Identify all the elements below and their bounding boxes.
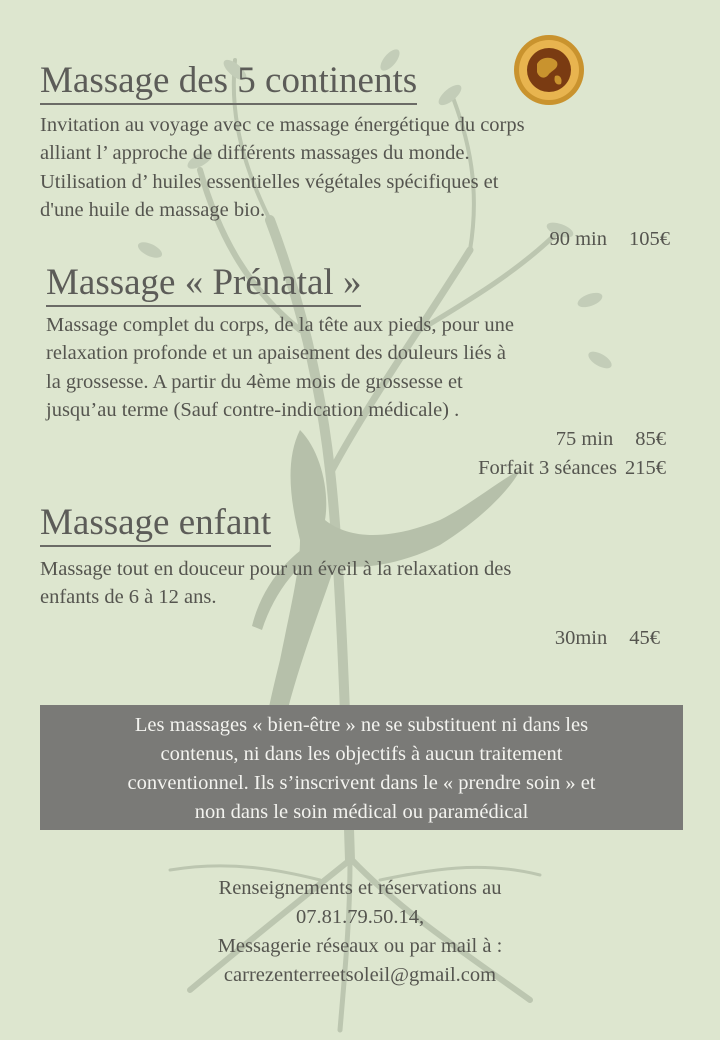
price-row [46,454,666,483]
disclaimer-notice [40,705,683,830]
duration: 30min [554,626,608,649]
duration: Forfait 3 séances [478,456,617,479]
section-title: Massage des 5 continents [40,62,417,105]
notice-line: Les massages « bien-être » ne se substituent ni dans les [134,714,589,736]
duration: 90 min [549,227,607,250]
contact-info [0,874,720,990]
desc-line: d'une huile de massage bio. [40,199,266,222]
section-title: Massage enfant [40,504,271,547]
phone-number[interactable]: 07.81.79.50.14, [295,906,425,928]
section-prenatal [46,264,696,483]
section-description [46,311,696,425]
desc-line: la grossesse. A partir du 4ème mois de grossesse et [46,370,463,393]
email-address[interactable]: carrezenterreetsoleil@gmail.com [223,964,497,986]
price: 215€ [625,456,666,479]
desc-line: Invitation au voyage avec ce massage énergétique du corps [40,113,525,136]
price-row [46,425,666,454]
notice-line: contenus, ni dans les objectifs à aucun traitement [160,743,563,765]
notice-line: conventionnel. Ils s’inscrivent dans le « prendre soin » et [127,772,596,794]
price: 45€ [629,626,660,649]
section-5-continents [40,62,690,254]
contact-messaging: Messagerie réseaux ou par mail à : [217,935,503,957]
section-title: Massage « Prénatal » [46,264,361,307]
desc-line: Utilisation d’ huiles essentielles végétales spécifiques et [40,170,499,193]
desc-line: enfants de 6 à 12 ans. [40,586,217,609]
price-row [40,225,670,254]
section-enfant [40,504,690,653]
section-description [40,555,690,612]
contact-heading: Renseignements et réservations au [218,877,502,899]
section-description [40,111,690,225]
price: 105€ [629,227,670,250]
duration: 75 min [555,427,614,450]
desc-line: Massage complet du corps, de la tête aux pieds, pour une [46,313,514,336]
desc-line: Massage tout en douceur pour un éveil à la relaxation des [40,557,512,580]
notice-line: non dans le soin médical ou paramédical [194,801,529,823]
desc-line: jusqu’au terme (Sauf contre-indication médicale) . [46,399,460,422]
price: 85€ [635,427,666,450]
desc-line: relaxation profonde et un apaisement des douleurs liés à [46,342,506,365]
desc-line: alliant l’ approche de différents massages du monde. [40,142,470,165]
price-row [40,624,660,653]
